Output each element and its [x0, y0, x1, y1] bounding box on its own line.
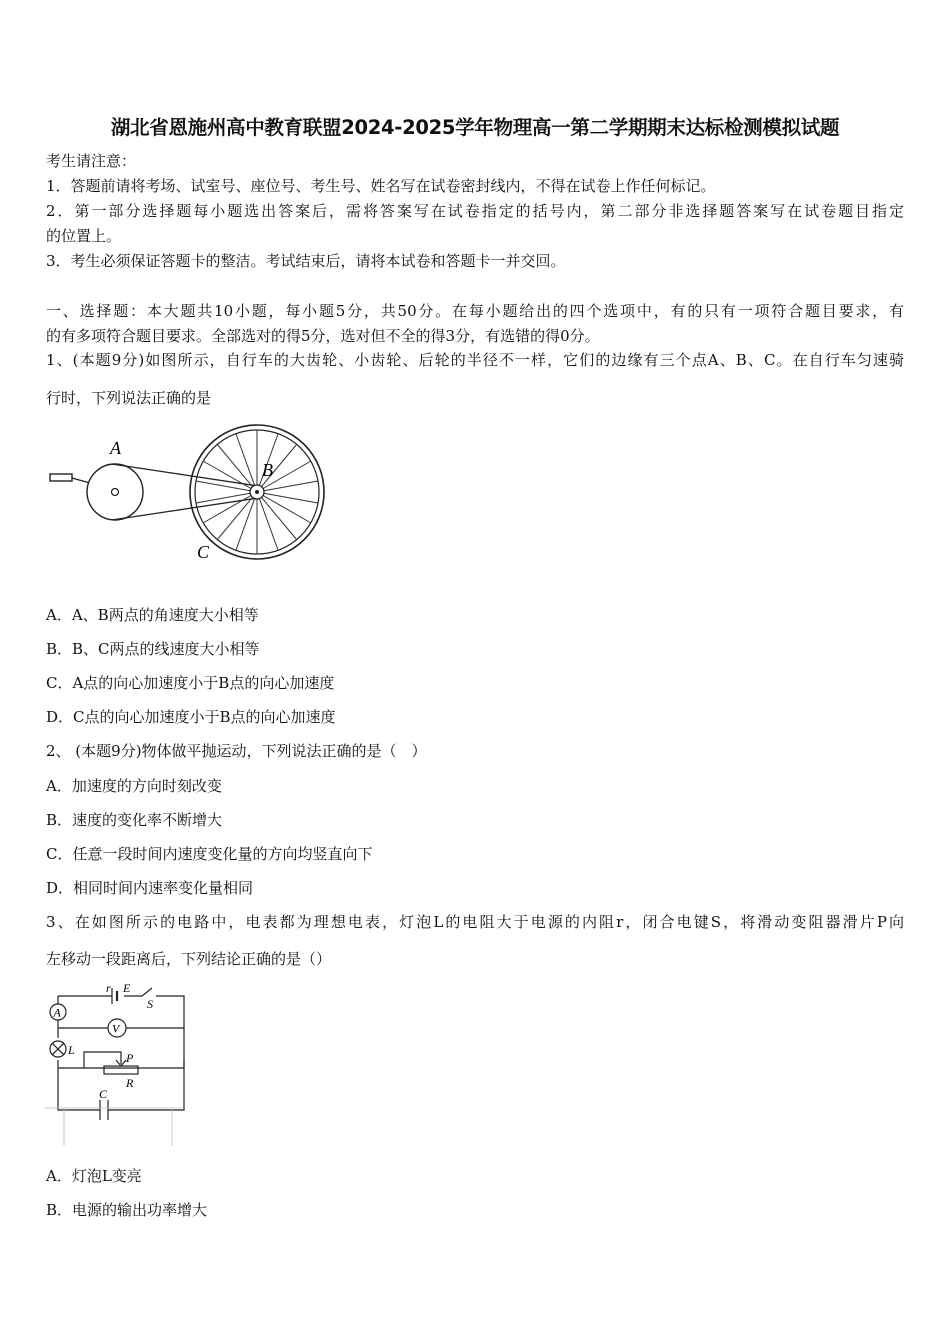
q1-option-c[interactable]: C．A点的向心加速度小于B点的向心加速度	[46, 674, 335, 692]
label-r-internal: r	[106, 981, 111, 995]
label-c: C	[99, 1087, 108, 1101]
q1-stem-line1: 1、(本题9分)如图所示，自行车的大齿轮、小齿轮、后轮的半径不一样，它们的边缘有三个点A、B、C。在自行车匀速骑	[46, 351, 904, 369]
big-gear-axle	[112, 489, 119, 496]
label-b: B	[262, 460, 273, 480]
notice-item-3: 3．考生必须保证答题卡的整洁。考试结束后，请将本试卷和答题卡一并交回。	[46, 252, 566, 270]
q3-stem-line1: 3、在如图所示的电路中，电表都为理想电表，灯泡L的电阻大于电源的内阻r，闭合电键S，将滑动变阻器滑片P向	[46, 913, 904, 931]
notice-item-2: 2．第一部分选择题每小题选出答案后，需将答案写在试卷指定的括号内，第二部分非选择题答案写在试卷题目指定	[46, 202, 904, 220]
voltmeter-label: V	[112, 1021, 120, 1036]
label-e: E	[123, 981, 131, 995]
q1-option-b[interactable]: B．B、C两点的线速度大小相等	[46, 640, 260, 658]
label-p: P	[126, 1051, 134, 1065]
rheostat-shape	[104, 1066, 138, 1074]
q2-option-c[interactable]: C．任意一段时间内速度变化量的方向均竖直向下	[46, 845, 373, 863]
section-instructions-line2: 的有多项符合题目要求。全部选对的得5分，选对但不全的得3分，有选错的得0分。	[46, 327, 600, 345]
label-a: A	[110, 438, 121, 458]
q2-stem: 2、 (本题9分)物体做平抛运动，下列说法正确的是（ ）	[46, 742, 427, 760]
notice-item-2-cont: 的位置上。	[46, 227, 122, 245]
q1-option-a[interactable]: A．A、B两点的角速度大小相等	[46, 606, 259, 624]
q1-option-d[interactable]: D．C点的向心加速度小于B点的向心加速度	[46, 708, 336, 726]
q2-option-b[interactable]: B．速度的变化率不断增大	[46, 811, 223, 829]
q2-option-a[interactable]: A．加速度的方向时刻改变	[46, 777, 222, 795]
q3-option-a[interactable]: A．灯泡L变亮	[46, 1167, 142, 1185]
small-gear-axle	[255, 490, 259, 494]
bicycle-gear-figure	[46, 418, 336, 568]
page-title: 湖北省恩施州高中教育联盟2024-2025学年物理高一第二学期期末达标检测模拟试题	[110, 116, 840, 139]
label-s: S	[147, 997, 153, 1011]
section-instructions-line1: 一、选择题：本大题共10小题，每小题5分，共50分。在每小题给出的四个选项中，有的只有一项符合题目要求，有	[46, 302, 904, 320]
ammeter-label: A	[53, 1005, 61, 1020]
circuit-figure	[44, 980, 194, 1150]
q2-option-d[interactable]: D．相同时间内速率变化量相同	[46, 879, 254, 897]
notice-heading: 考生请注意：	[46, 152, 137, 170]
pedal-shape	[50, 474, 72, 481]
q3-stem-line2: 左移动一段距离后，下列结论正确的是（）	[46, 950, 332, 968]
q3-option-b[interactable]: B．电源的输出功率增大	[46, 1201, 208, 1219]
label-c: C	[197, 542, 210, 562]
label-l: L	[68, 1043, 75, 1057]
notice-item-1: 1．答题前请将考场、试室号、座位号、考生号、姓名写在试卷密封线内，不得在试卷上作任何标记。	[46, 177, 716, 195]
q1-stem-line2: 行时，下列说法正确的是	[46, 389, 212, 407]
label-rheostat: R	[126, 1076, 134, 1090]
